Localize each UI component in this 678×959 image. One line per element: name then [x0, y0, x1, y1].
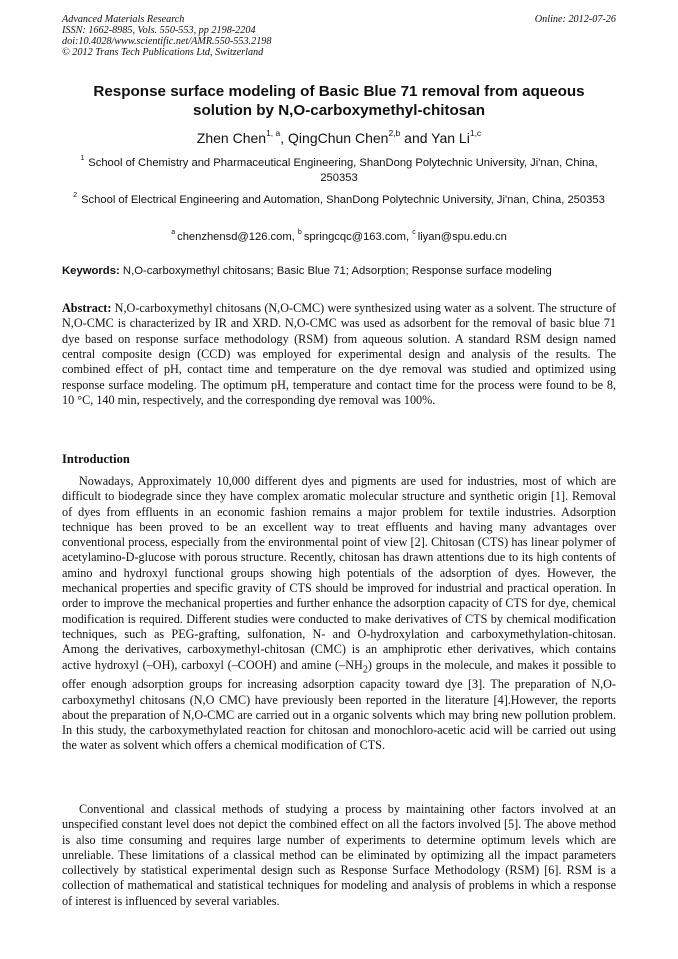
subscript: 2: [362, 664, 368, 675]
affiliation-mark: 2: [73, 192, 78, 199]
abstract-text: N,O-carboxymethyl chitosans (N,O-CMC) were synthesized using water as a solvent. The structure of N,O-CMC is characterized by IR and XRD. N,O-CMC was used as adsorbent for the removal of basic blue 71 dye based on response surface methodology (RSM) from aqueous solution. A standard RSM design named central composite design (CCD) was employed for experimental design and analysis of the results. The combined effect of pH, contact time and temperature on the dye removal was studied and optimized using response surface modeling. The optimum pH, temperature and contact time for the process were found to be 8, 10 °C, 140 min, respectively, and the corresponding dye removal was 100%.: [62, 301, 616, 408]
journal-header: [62, 14, 616, 58]
author-name: QingChun Chen: [288, 130, 389, 146]
section-heading: Introduction: [62, 452, 130, 466]
author-affiliation-mark: 2,b: [388, 128, 401, 138]
author-emails: [62, 230, 616, 245]
email-c: liyan@spu.edu.cn: [417, 231, 507, 243]
affiliation-text: School of Chemistry and Pharmaceutical Engineering, ShanDong Polytechnic University, Ji'nan, China, 250353: [88, 157, 598, 184]
keywords-text: N,O-carboxymethyl chitosans; Basic Blue 71; Adsorption; Response surface modeling: [119, 265, 552, 277]
online-date: Online: 2012-07-26: [534, 14, 616, 25]
author-separator: ,: [280, 130, 289, 146]
copyright-line: © 2012 Trans Tech Publications Ltd, Switzerland: [62, 47, 264, 58]
author-name: Zhen Chen: [196, 130, 267, 146]
issn-line: ISSN: 1662-8985, Vols. 550-553, pp 2198-2204: [62, 25, 256, 36]
doi-line: doi:10.4028/www.scientific.net/AMR.550-553.2198: [62, 36, 272, 47]
affiliation-text: School of Electrical Engineering and Automation, ShanDong Polytechnic University, Ji'nan, China, 250353: [81, 194, 605, 206]
email-mark: a: [171, 229, 176, 236]
keywords-label: Keywords:: [62, 265, 120, 277]
author-affiliation-mark: 1,c: [469, 128, 482, 138]
journal-name: Advanced Materials Research: [62, 14, 185, 25]
email-mark: b: [297, 229, 302, 236]
author-affiliation-mark: 1, a: [266, 128, 281, 138]
author-separator: and: [400, 130, 432, 146]
email-a: chenzhensd@126.com,: [177, 231, 295, 243]
paragraph-text: Conventional and classical methods of studying a process by maintaining other factors involved at an unspecified constant level does not depict the combined effect on all the factors involved [5]. The above method is also time consuming and requires large number of experiments to determine optimum levels which are unreliable. These limitations of a classical method can be eliminated by optimizing all the impact parameters collectively by statistical experimental design such as Response Surface Methodology (RSM) [6]. RSM is a collection of mathematical and statistical techniques for modeling and analysis of problems in which a response of interest is influenced by several variables.: [62, 802, 616, 908]
abstract-label: Abstract:: [62, 301, 112, 315]
affiliation-2: [62, 193, 616, 208]
affiliation-1: [62, 156, 616, 185]
author-list: [62, 129, 616, 147]
intro-paragraph-1: [62, 474, 616, 754]
email-b: springcqc@163.com,: [303, 231, 410, 243]
affiliation-mark: 1: [80, 155, 85, 162]
author-name: Yan Li: [431, 130, 470, 146]
paragraph-text: ) groups in the molecule, and makes it possible to offer enough adsorption groups for increasing adsorption capacity toward dye [3]. The preparation of N,O-carboxymethyl chitosans (N,O CMC) have previously been reported in the literature [4].However, the reports about the preparation of N,O-CMC are carried out in a organic solvents which may bring new pollution problem. In this study, the carboxymethylated reaction for chitosan and monochloro-acetic acid will be carried out using the water as solvent which offers a chemical modification of CTS.: [62, 657, 616, 753]
email-mark: c: [412, 229, 416, 236]
paragraph-text: Nowadays, Approximately 10,000 different dyes and pigments are used for industries, most of which are difficult to biodegrade since they have complex aromatic molecular structure and synthetic origin [1]. Removal of dyes from effluents in an economic fashion remains a major problem for textile industries. Adsorption technique has been proved to be an excellent way to treat effluents and having many advantages over conventional process, especially from the environmental point of view [2]. Chitosan (CTS) has linear polymer of acetylamino-D-glucose with porous structure. Recently, chitosan has drawn attentions due to its high contents of amino and hydroxyl functional groups showing high potentials of the adsorption of dyes. However, the mechanical properties and specific gravity of CTS should be improved for industrial and practical operation. In order to improve the mechanical properties and further enhance the adsorption capacity of CTS for dye, chemical modification is required. Different studies were conducted to make derivatives of CTS by chemical modification techniques, such as PEG-grafting, sulfonation, N- and O-hydroxylation and carboxymethylation-chitosan. Among the derivatives, carboxymethyl-chitosan (CMC) is an amphiprotic ether derivatives, which contains active hydroxyl (–OH), carboxyl (–COOH) and amine (–NH: [62, 474, 616, 672]
abstract: [62, 301, 616, 408]
paper-title: Response surface modeling of Basic Blue 71 removal from aqueous solution by N,O-carboxymethyl-chitosan: [93, 83, 585, 119]
intro-paragraph-2: [62, 802, 616, 909]
keywords: [62, 264, 616, 278]
